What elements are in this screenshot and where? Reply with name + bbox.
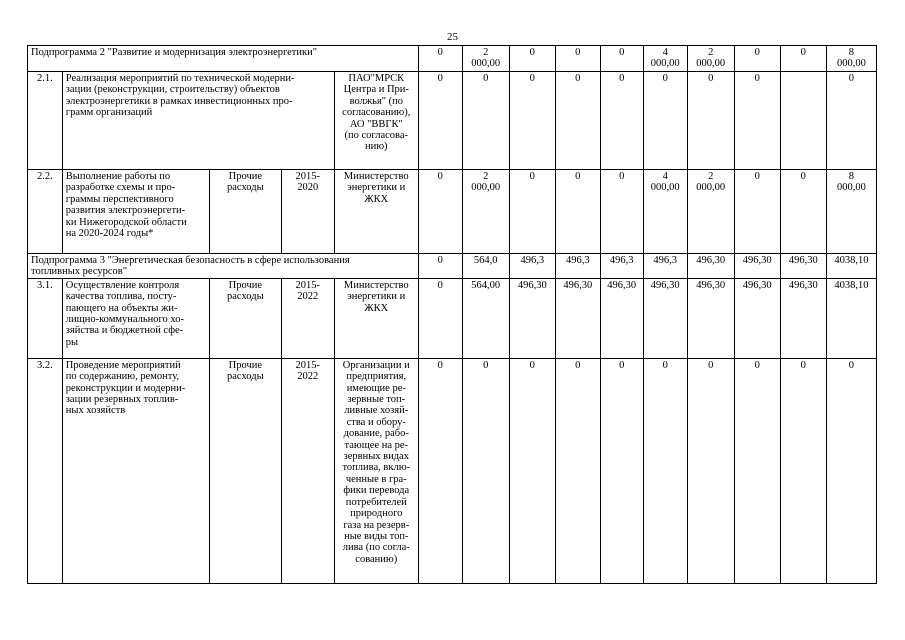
value-cell: 0 xyxy=(418,72,462,170)
value-cell: 0 xyxy=(555,72,600,170)
value-cell: 0 xyxy=(826,358,876,583)
item-name: Выполнение работы по разработке схемы и про- граммы перспективного развития электроэнергети- ки Нижегородской области на 2020-2024 годы* xyxy=(62,170,209,254)
table-row xyxy=(28,278,877,358)
value-cell: 0 xyxy=(418,46,462,72)
value-cell: 496,30 xyxy=(780,278,826,358)
value-cell: 496,30 xyxy=(600,278,643,358)
value-cell: 0 xyxy=(734,170,780,254)
subprogram-title: Подпрограмма 3 "Энергетическая безопасность в сфере использования топливных ресурсов" xyxy=(28,254,419,279)
page-number: 25 xyxy=(447,31,458,43)
value-cell: 496,30 xyxy=(555,278,600,358)
period: 2015- 2022 xyxy=(281,278,334,358)
value-cell: 0 xyxy=(418,358,462,583)
value-cell: 4038,10 xyxy=(826,278,876,358)
value-cell: 0 xyxy=(643,358,687,583)
table-row xyxy=(28,72,877,170)
value-cell: 0 xyxy=(462,72,509,170)
value-cell: 0 xyxy=(600,358,643,583)
value-cell: 4 000,00 xyxy=(643,46,687,72)
executor: Министерство энергетики и ЖКХ xyxy=(334,278,418,358)
executor: ПАО"МРСК Центра и При- волжья" (по согласованию), АО "ВВГК" (по согласова- нию) xyxy=(334,72,418,170)
value-cell: 0 xyxy=(780,170,826,254)
executor: Министерство энергетики и ЖКХ xyxy=(334,170,418,254)
period: 2015- 2020 xyxy=(281,170,334,254)
value-cell: 0 xyxy=(600,170,643,254)
expense-type: Прочие расходы xyxy=(210,358,282,583)
value-cell: 496,30 xyxy=(643,278,687,358)
value-cell: 564,0 xyxy=(462,254,509,279)
value-cell: 0 xyxy=(555,358,600,583)
value-cell: 0 xyxy=(780,46,826,72)
value-cell: 8 000,00 xyxy=(826,46,876,72)
budget-table xyxy=(27,45,877,584)
value-cell: 564,00 xyxy=(462,278,509,358)
value-cell: 496,3 xyxy=(509,254,555,279)
value-cell: 0 xyxy=(734,72,780,170)
item-name: Проведение мероприятий по содержанию, ремонту, реконструкции и модерни- зации резервных топлив- ных хозяйств xyxy=(62,358,209,583)
item-number: 3.2. xyxy=(28,358,63,583)
value-cell: 0 xyxy=(734,358,780,583)
value-cell: 496,30 xyxy=(687,278,734,358)
item-name: Осуществление контроля качества топлива, посту- пающего на объекты жи- лищно-коммунального хо- зяйства и бюджетной сфе- ры xyxy=(62,278,209,358)
value-cell: 0 xyxy=(600,46,643,72)
value-cell: 0 xyxy=(509,358,555,583)
value-cell: 496,3 xyxy=(600,254,643,279)
value-cell: 0 xyxy=(509,46,555,72)
value-cell: 2 000,00 xyxy=(462,170,509,254)
value-cell: 0 xyxy=(418,254,462,279)
value-cell: 4 000,00 xyxy=(643,170,687,254)
table-body xyxy=(28,46,877,584)
value-cell: 2 000,00 xyxy=(687,46,734,72)
value-cell xyxy=(780,72,826,170)
value-cell: 0 xyxy=(687,72,734,170)
value-cell: 0 xyxy=(418,278,462,358)
value-cell: 0 xyxy=(826,72,876,170)
value-cell: 0 xyxy=(555,46,600,72)
table-row xyxy=(28,358,877,583)
value-cell: 496,30 xyxy=(734,278,780,358)
value-cell: 496,3 xyxy=(643,254,687,279)
subprogram-title: Подпрограмма 2 "Развитие и модернизация электроэнергетики" xyxy=(28,46,419,72)
subprogram-row xyxy=(28,46,877,72)
value-cell: 0 xyxy=(780,358,826,583)
expense-type: Прочие расходы xyxy=(210,278,282,358)
value-cell: 496,3 xyxy=(555,254,600,279)
item-number: 3.1. xyxy=(28,278,63,358)
executor: Организации и предприятия, имеющие ре- зервные топ- ливные хозяй- ства и обору- дование, рабо- тающее на ре- зервных видах топлива, вклю- ченные в гра- фики перевода потребителей природного газа на резерв- ные виды топ- лива (по согла- сованию) xyxy=(334,358,418,583)
value-cell: 0 xyxy=(555,170,600,254)
value-cell: 496,30 xyxy=(734,254,780,279)
value-cell: 0 xyxy=(509,170,555,254)
value-cell: 496,30 xyxy=(509,278,555,358)
value-cell: 0 xyxy=(418,170,462,254)
value-cell: 2 000,00 xyxy=(462,46,509,72)
value-cell: 2 000,00 xyxy=(687,170,734,254)
subprogram-row xyxy=(28,254,877,279)
table-row xyxy=(28,170,877,254)
value-cell: 0 xyxy=(509,72,555,170)
item-name: Реализация мероприятий по технической модерни- зации (реконструкции, строительству) объектов электроэнергетики в рамках инвестиционных про- грамм организаций xyxy=(62,72,334,170)
period: 2015- 2022 xyxy=(281,358,334,583)
value-cell: 8 000,00 xyxy=(826,170,876,254)
value-cell: 0 xyxy=(600,72,643,170)
value-cell: 0 xyxy=(734,46,780,72)
value-cell: 0 xyxy=(643,72,687,170)
item-number: 2.2. xyxy=(28,170,63,254)
value-cell: 496,30 xyxy=(780,254,826,279)
value-cell: 496,30 xyxy=(687,254,734,279)
item-number: 2.1. xyxy=(28,72,63,170)
value-cell: 0 xyxy=(462,358,509,583)
value-cell: 4038,10 xyxy=(826,254,876,279)
expense-type: Прочие расходы xyxy=(210,170,282,254)
value-cell: 0 xyxy=(687,358,734,583)
